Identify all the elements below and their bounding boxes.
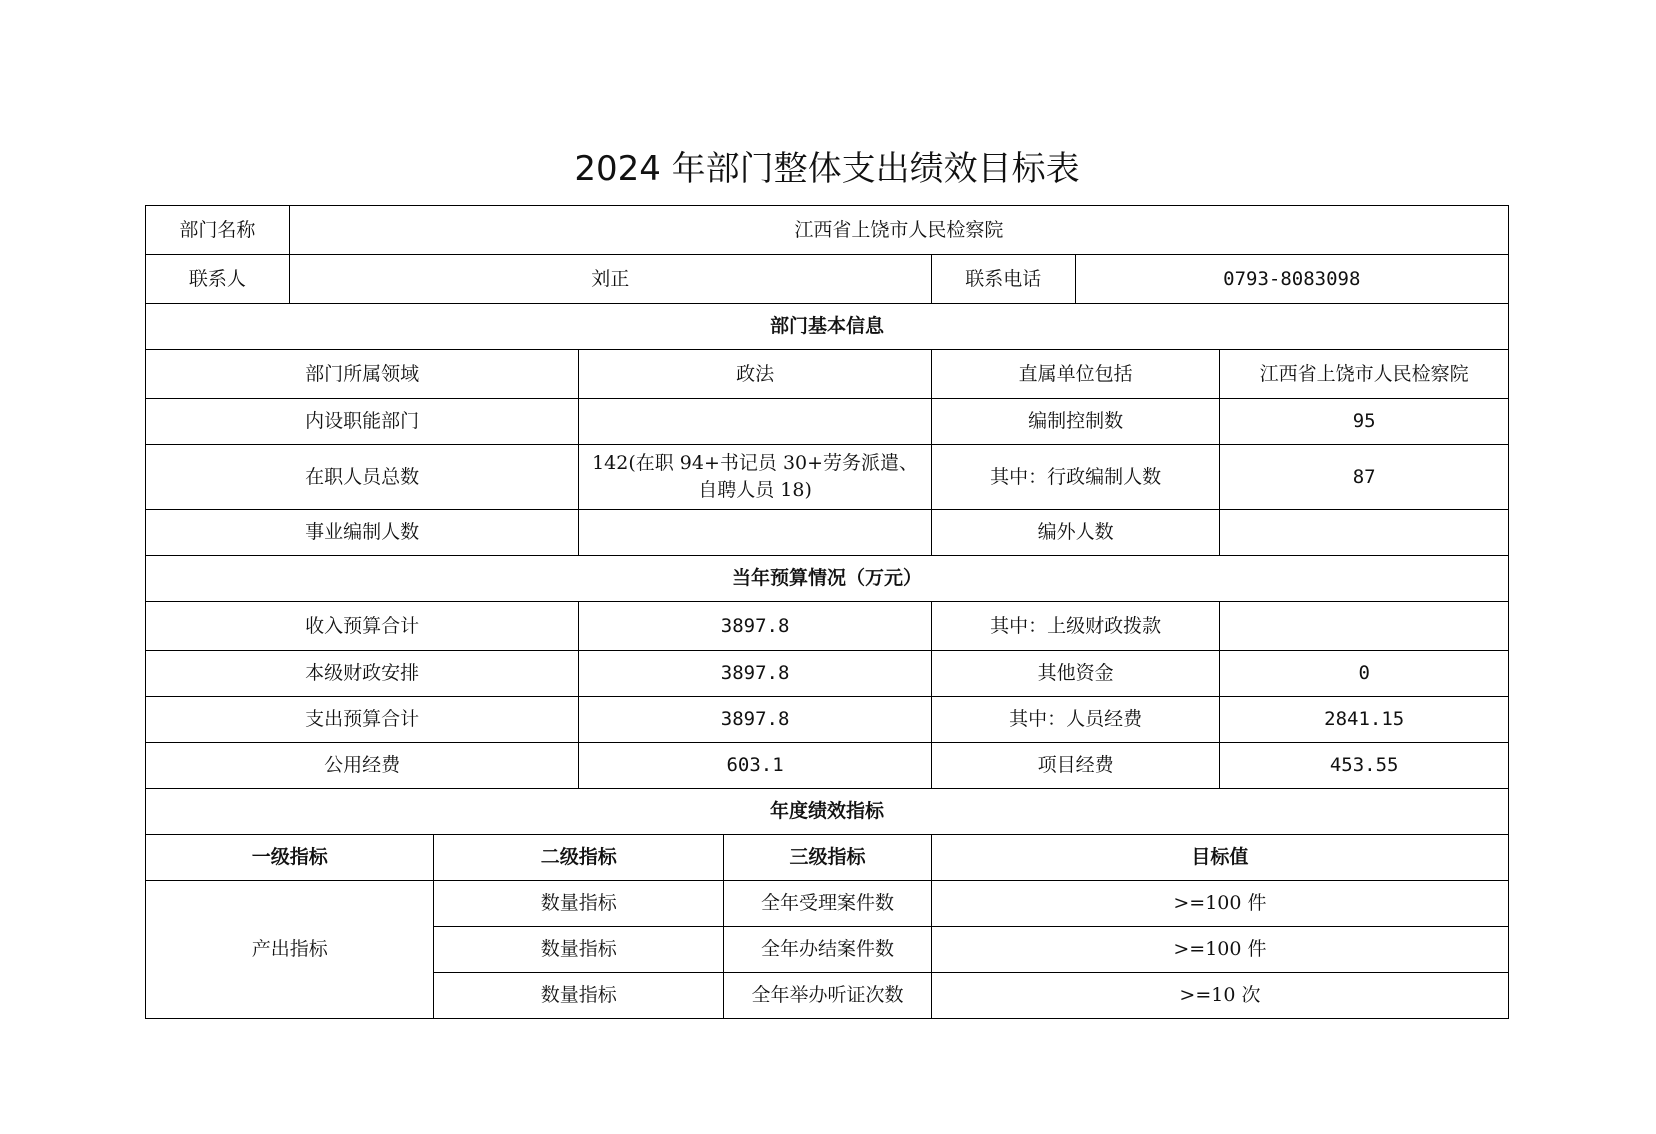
row-performance-section xyxy=(146,789,1509,835)
performance-section-title: 年度绩效指标 xyxy=(146,789,1509,835)
expense-total-label: 支出预算合计 xyxy=(146,697,579,743)
admin-staff-value: 87 xyxy=(1220,445,1509,510)
income-total-label: 收入预算合计 xyxy=(146,602,579,651)
internal-depts-value xyxy=(579,399,932,445)
field-value: 政法 xyxy=(579,350,932,399)
phone-value: 0793-8083098 xyxy=(1075,255,1508,304)
internal-depts-label: 内设职能部门 xyxy=(146,399,579,445)
other-funds-label: 其他资金 xyxy=(931,651,1219,697)
level2-cell: 数量指标 xyxy=(434,973,724,1019)
row-basic-section xyxy=(146,304,1509,350)
level1-output-indicator: 产出指标 xyxy=(146,881,434,1019)
total-staff-value: 142(在职 94+书记员 30+劳务派遣、自聘人员 18) xyxy=(579,445,932,510)
public-cost-value: 603.1 xyxy=(579,743,932,789)
table-row xyxy=(146,881,1509,927)
row-budget-section xyxy=(146,556,1509,602)
header-level3: 三级指标 xyxy=(724,835,932,881)
project-cost-value: 453.55 xyxy=(1220,743,1509,789)
header-level1: 一级指标 xyxy=(146,835,434,881)
total-staff-label: 在职人员总数 xyxy=(146,445,579,510)
contact-value: 刘正 xyxy=(289,255,931,304)
career-staff-label: 事业编制人数 xyxy=(146,510,579,556)
basic-info-section-title: 部门基本信息 xyxy=(146,304,1509,350)
direct-units-label: 直属单位包括 xyxy=(931,350,1219,399)
row-field xyxy=(146,350,1509,399)
level3-cell: 全年办结案件数 xyxy=(724,927,932,973)
direct-units-value: 江西省上饶市人民检察院 xyxy=(1220,350,1509,399)
project-cost-label: 项目经费 xyxy=(931,743,1219,789)
row-total-staff xyxy=(146,445,1509,510)
superior-funding-label: 其中：上级财政拨款 xyxy=(931,602,1219,651)
performance-target-table xyxy=(145,205,1509,1019)
header-level2: 二级指标 xyxy=(434,835,724,881)
staffing-value: 95 xyxy=(1220,399,1509,445)
local-funding-value: 3897.8 xyxy=(579,651,932,697)
local-funding-label: 本级财政安排 xyxy=(146,651,579,697)
row-career-staff xyxy=(146,510,1509,556)
row-performance-headers xyxy=(146,835,1509,881)
level3-cell: 全年举办听证次数 xyxy=(724,973,932,1019)
target-cell: >=10 次 xyxy=(931,973,1508,1019)
income-total-value: 3897.8 xyxy=(579,602,932,651)
target-cell: >=100 件 xyxy=(931,927,1508,973)
superior-funding-value xyxy=(1220,602,1509,651)
row-dept-name xyxy=(146,206,1509,255)
other-funds-value: 0 xyxy=(1220,651,1509,697)
contact-label: 联系人 xyxy=(146,255,290,304)
phone-label: 联系电话 xyxy=(931,255,1075,304)
public-cost-label: 公用经费 xyxy=(146,743,579,789)
row-contact xyxy=(146,255,1509,304)
admin-staff-label: 其中：行政编制人数 xyxy=(931,445,1219,510)
personnel-cost-label: 其中：人员经费 xyxy=(931,697,1219,743)
header-target: 目标值 xyxy=(931,835,1508,881)
career-staff-value xyxy=(579,510,932,556)
row-expense-total xyxy=(146,697,1509,743)
staffing-label: 编制控制数 xyxy=(931,399,1219,445)
row-internal-depts xyxy=(146,399,1509,445)
dept-name-value: 江西省上饶市人民检察院 xyxy=(289,206,1508,255)
extra-staff-label: 编外人数 xyxy=(931,510,1219,556)
field-label: 部门所属领域 xyxy=(146,350,579,399)
row-public-cost xyxy=(146,743,1509,789)
dept-name-label: 部门名称 xyxy=(146,206,290,255)
budget-section-title: 当年预算情况（万元） xyxy=(146,556,1509,602)
page-title: 2024 年部门整体支出绩效目标表 xyxy=(574,149,1080,189)
level2-cell: 数量指标 xyxy=(434,927,724,973)
expense-total-value: 3897.8 xyxy=(579,697,932,743)
extra-staff-value xyxy=(1220,510,1509,556)
row-income-total xyxy=(146,602,1509,651)
target-cell: >=100 件 xyxy=(931,881,1508,927)
level3-cell: 全年受理案件数 xyxy=(724,881,932,927)
personnel-cost-value: 2841.15 xyxy=(1220,697,1509,743)
row-local-funding xyxy=(146,651,1509,697)
level2-cell: 数量指标 xyxy=(434,881,724,927)
